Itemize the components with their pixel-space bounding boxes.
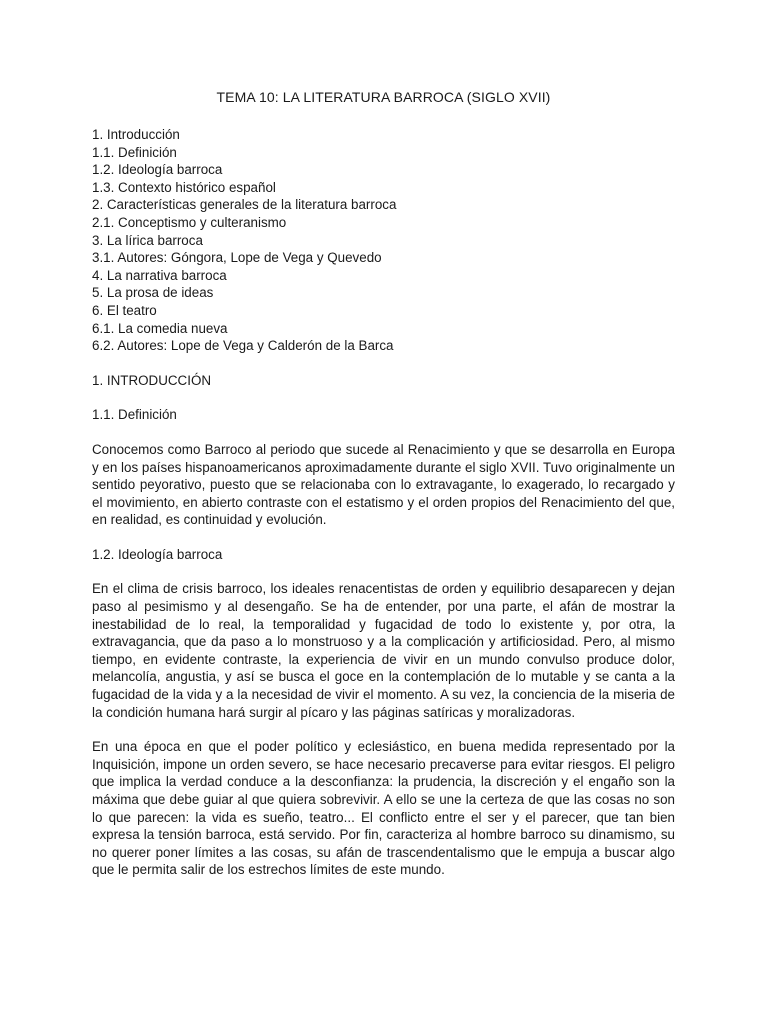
toc-item: 1.1. Definición: [92, 144, 177, 160]
toc-item: 3. La lírica barroca: [92, 232, 203, 248]
toc-item: 2. Características generales de la literatura barroca: [92, 197, 397, 213]
section-heading-introduccion: 1. INTRODUCCIÓN: [92, 372, 212, 388]
toc-item: 1.2. Ideología barroca: [92, 162, 223, 178]
subsection-heading-ideologia: 1.2. Ideología barroca: [92, 546, 223, 562]
paragraph-ideologia-1: En el clima de crisis barroco, los ideales renacentistas de orden y equilibrio desaparecen y dejan paso al pesimismo y al desengaño. Se ha de entender, por una parte, el afán de mostrar la inestabilidad de lo real, la temporalidad y fugacidad de todo lo existente y, por otra, la extravagancia, que da paso a lo monstruoso y a la complicación y artificiosidad. Pero, al mismo tiempo, en evidente contraste, la experiencia de vivir en un mundo convulso produce dolor, melancolía, angustia, y así se busca el goce en la contemplación de lo mutable y se canta a la fugacidad de la vida y a la necesidad de vivir el momento. A su vez, la conciencia de la miseria de la condición humana hará surgir al pícaro y las páginas satíricas y moralizadoras.: [92, 581, 675, 720]
subsection-heading-definicion: 1.1. Definición: [92, 407, 177, 423]
toc-item: 5. La prosa de ideas: [92, 285, 214, 301]
document-title: TEMA 10: LA LITERATURA BARROCA (SIGLO XVII): [216, 89, 551, 105]
toc-item: 1.3. Contexto histórico español: [92, 179, 276, 195]
toc-item: 3.1. Autores: Góngora, Lope de Vega y Quevedo: [92, 250, 382, 266]
toc-item: 2.1. Conceptismo y culteranismo: [92, 214, 287, 230]
document-page: [92, 88, 675, 879]
toc-item: 6. El teatro: [92, 302, 157, 318]
toc-item: 6.1. La comedia nueva: [92, 320, 228, 336]
toc-item: 1. Introducción: [92, 127, 180, 142]
toc-item: 4. La narrativa barroca: [92, 267, 227, 283]
paragraph-ideologia-2: En una época en que el poder político y eclesiástico, en buena medida representado por la Inquisición, impone un orden severo, se hace necesario precaverse para evitar riesgos. El peligro que implica la verdad conduce a la desconfianza: la prudencia, la discreción y el engaño son la máxima que debe guiar al que quiera sobrevivir. A ello se une la certeza de que las cosas no son lo que parecen: la vida es sueño, teatro... El conflicto entre el ser y el parecer, que tan bien expresa la tensión barroca, está servido. Por fin, caracteriza al hombre barroco su dinamismo, su no querer poner límites a las cosas, su afán de trascendentalismo que le empuja a buscar algo que le permita salir de los estrechos límites de este mundo.: [92, 739, 675, 878]
paragraph-definicion: Conocemos como Barroco al periodo que sucede al Renacimiento y que se desarrolla en Europa y en los países hispanoamericanos aproximadamente durante el siglo XVII. Tuvo originalmente un sentido peyorativo, puesto que se relacionaba con lo extravagante, lo exagerado, lo recargado y el movimiento, en abierto contraste con el estatismo y el orden propios del Renacimiento del que, en realidad, es continuidad y evolución.: [92, 441, 675, 528]
table-of-contents: [92, 126, 675, 355]
toc-item: 6.2. Autores: Lope de Vega y Calderón de la Barca: [92, 338, 394, 354]
